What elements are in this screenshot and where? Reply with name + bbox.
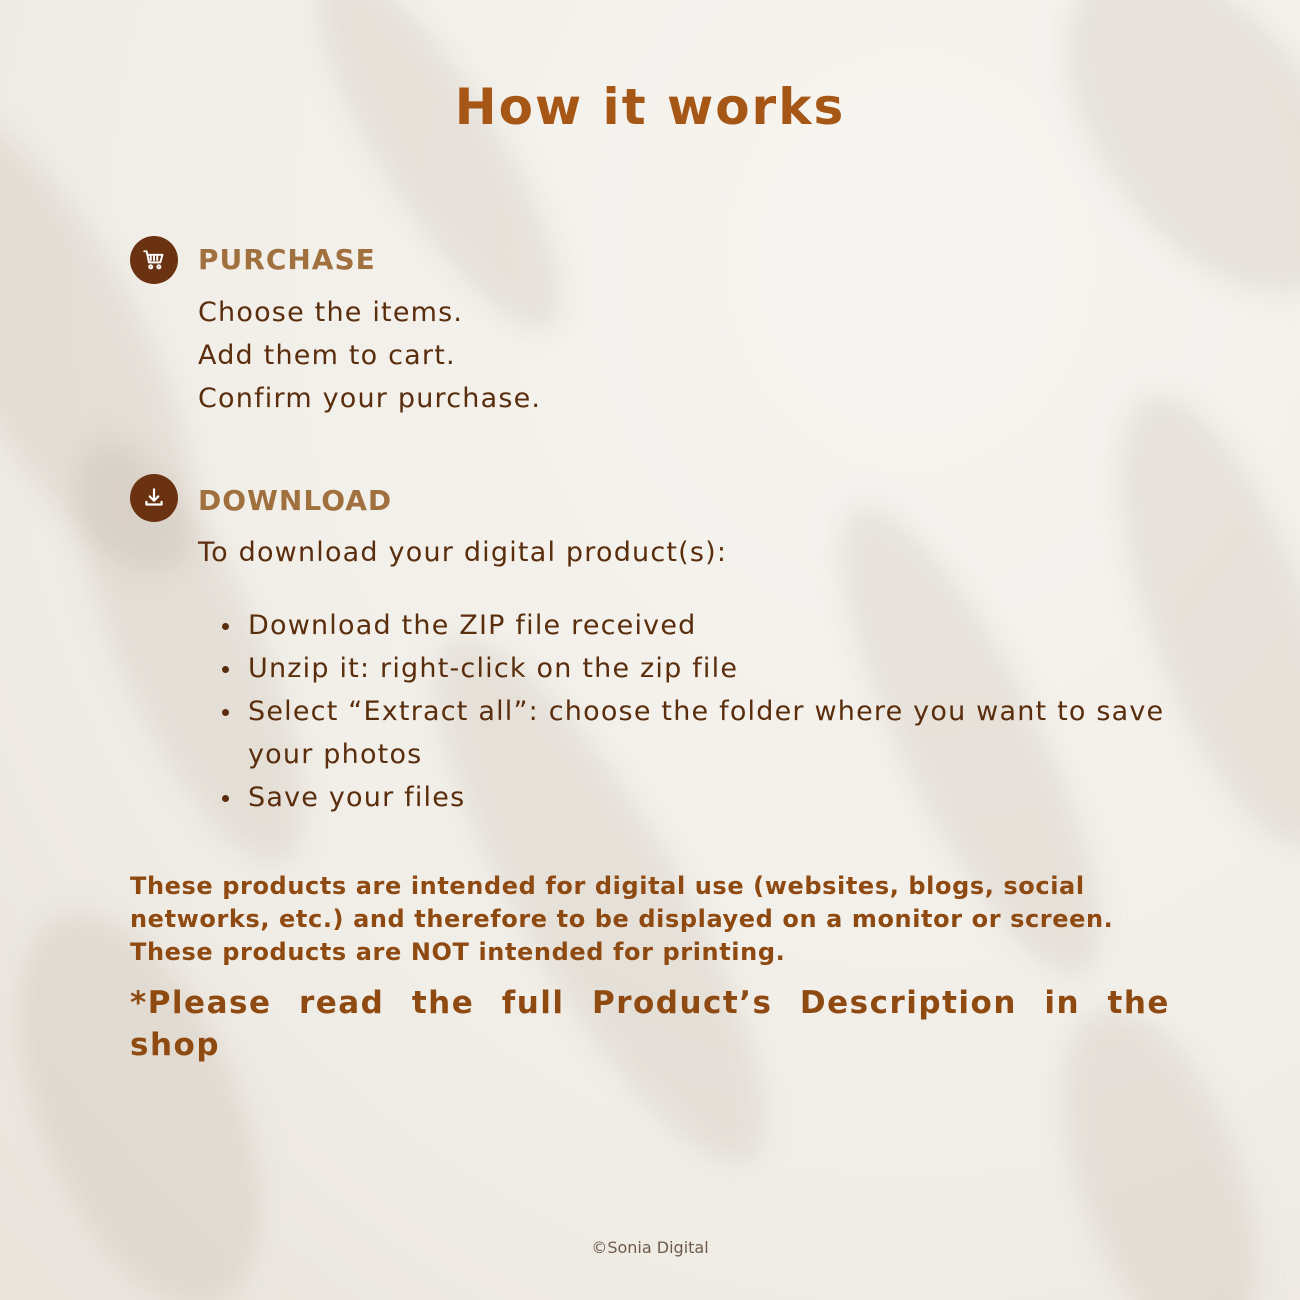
- download-heading: DOWNLOAD: [198, 484, 393, 517]
- digital-use-notice: [130, 870, 1180, 969]
- cta-word: *Please: [130, 985, 272, 1021]
- download-icon: [130, 474, 178, 522]
- download-steps-list: [218, 604, 1168, 819]
- copyright-footer: ©Sonia Digital: [591, 1238, 709, 1257]
- page-title: How it works: [454, 78, 846, 136]
- purchase-heading: PURCHASE: [198, 243, 376, 276]
- notice-line: These products are NOT intended for printing.: [130, 938, 786, 966]
- list-item: Select “Extract all”: choose the folder where you want to save your photos: [218, 690, 1168, 776]
- cta-word: in: [1044, 985, 1081, 1021]
- list-item: Unzip it: right-click on the zip file: [218, 647, 1168, 690]
- cta-line: [130, 982, 1170, 1024]
- cta-word: Description: [799, 985, 1017, 1021]
- purchase-step: Choose the items.: [198, 297, 464, 328]
- notice-line: These products are intended for digital use (websites, blogs, social: [130, 872, 1085, 900]
- shopping-cart-icon: [130, 236, 178, 284]
- purchase-step: Confirm your purchase.: [198, 383, 542, 414]
- cta-word: full: [501, 985, 565, 1021]
- cta-word: the: [1107, 985, 1170, 1021]
- list-item: Save your files: [218, 776, 1168, 819]
- cta-word: Product’s: [591, 985, 773, 1021]
- cta-line: shop: [130, 1027, 221, 1063]
- cta-word: the: [411, 985, 475, 1021]
- list-item: Download the ZIP file received: [218, 604, 1168, 647]
- notice-line: networks, etc.) and therefore to be displayed on a monitor or screen.: [130, 905, 1114, 933]
- purchase-steps: [198, 291, 541, 420]
- download-intro: [198, 531, 727, 574]
- read-description-notice: [130, 982, 1170, 1066]
- cta-word: read: [298, 985, 385, 1021]
- download-intro-text: To download your digital product(s):: [198, 537, 728, 568]
- purchase-step: Add them to cart.: [198, 340, 456, 371]
